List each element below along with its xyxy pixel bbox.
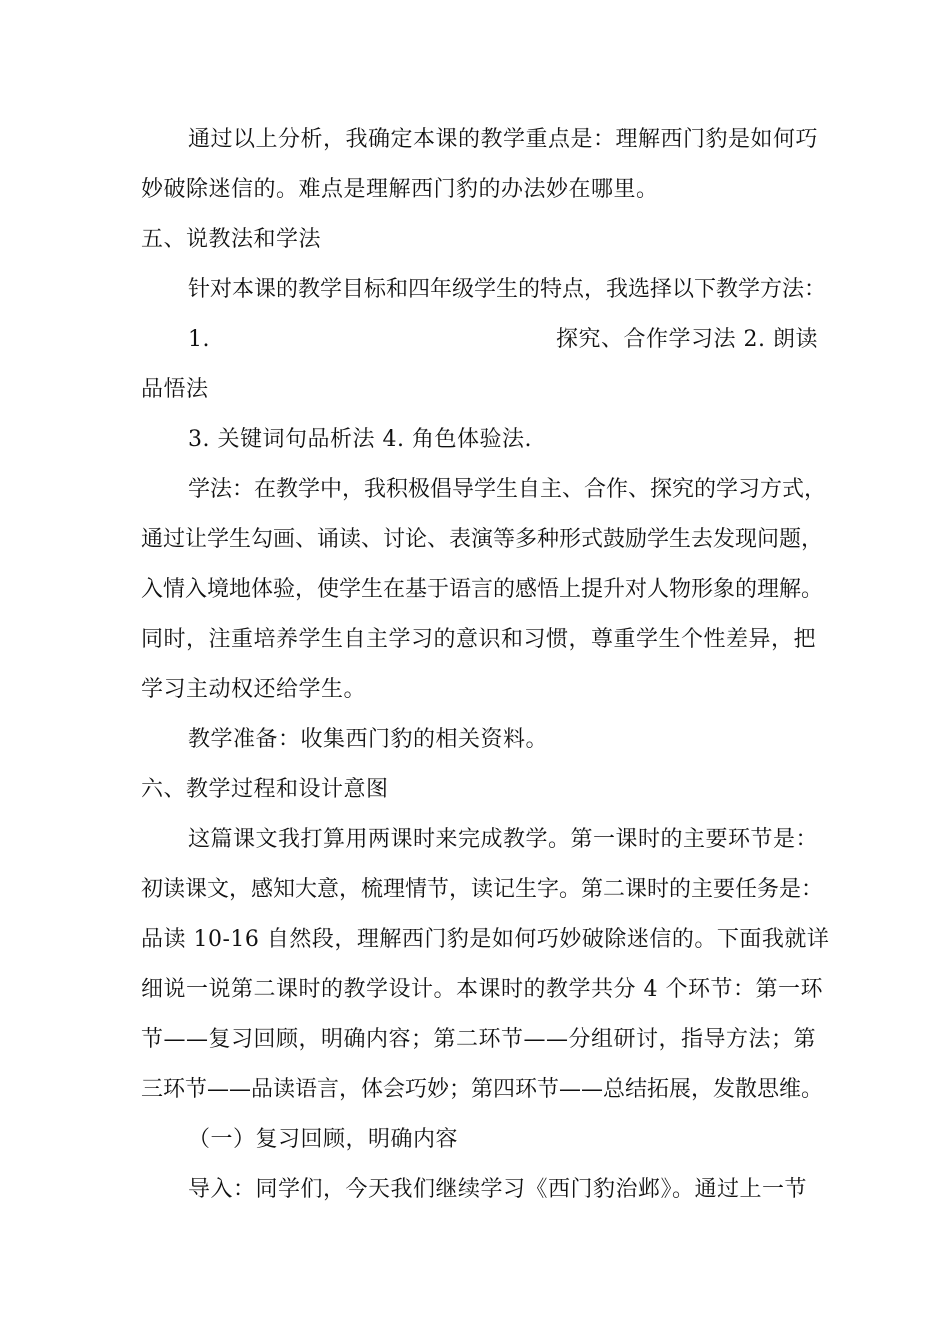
paragraph-line: 妙破除迷信的。难点是理解西门豹的办法妙在哪里。 bbox=[141, 177, 659, 202]
paragraph-line: 针对本课的教学目标和四年级学生的特点，我选择以下教学方法： bbox=[188, 277, 827, 302]
list-number: 1. bbox=[188, 327, 210, 352]
paragraph-line: 学习主动权还给学生。 bbox=[141, 677, 367, 702]
section-heading: 五、说教法和学法 bbox=[141, 227, 322, 252]
paragraph-line: 品悟法 bbox=[141, 377, 209, 402]
paragraph-line: 品读 10-16 自然段，理解西门豹是如何巧妙破除迷信的。下面我就详 bbox=[141, 927, 830, 952]
paragraph-line: 同时，注重培养学生自主学习的意识和习惯，尊重学生个性差异，把 bbox=[141, 627, 817, 652]
paragraph-line: 探究、合作学习法 2. 朗读 bbox=[556, 327, 818, 352]
subsection-heading: （一）复习回顾，明确内容 bbox=[188, 1127, 459, 1152]
paragraph-line: 这篇课文我打算用两课时来完成教学。第一课时的主要环节是： bbox=[188, 827, 819, 852]
section-heading: 六、教学过程和设计意图 bbox=[141, 777, 389, 802]
paragraph-line: 节——复习回顾，明确内容；第二环节——分组研讨，指导方法；第 bbox=[141, 1027, 817, 1052]
paragraph-line: 通过以上分析，我确定本课的教学重点是：理解西门豹是如何巧 bbox=[188, 127, 819, 152]
paragraph-line: 3. 关键词句品析法 4. 角色体验法. bbox=[188, 427, 532, 452]
paragraph-line: 教学准备：收集西门豹的相关资料。 bbox=[188, 727, 549, 752]
paragraph-line: 入情入境地体验，使学生在基于语言的感悟上提升对人物形象的理解。 bbox=[141, 577, 824, 602]
paragraph-line: 初读课文，感知大意，梳理情节，读记生字。第二课时的主要任务是： bbox=[141, 877, 824, 902]
paragraph-line: 通过让学生勾画、诵读、讨论、表演等多种形式鼓励学生去发现问题， bbox=[141, 527, 824, 552]
paragraph-line: 导入：同学们，今天我们继续学习《西门豹治邺》。通过上一节 bbox=[188, 1177, 808, 1202]
paragraph-line: 三环节——品读语言，体会巧妙；第四环节——总结拓展，发散思维。 bbox=[141, 1077, 824, 1102]
paragraph-line: 细说一说第二课时的教学设计。本课时的教学共分 4 个环节：第一环 bbox=[141, 977, 823, 1002]
paragraph-line: 学法：在教学中，我积极倡导学生自主、合作、探究的学习方式， bbox=[188, 477, 827, 502]
